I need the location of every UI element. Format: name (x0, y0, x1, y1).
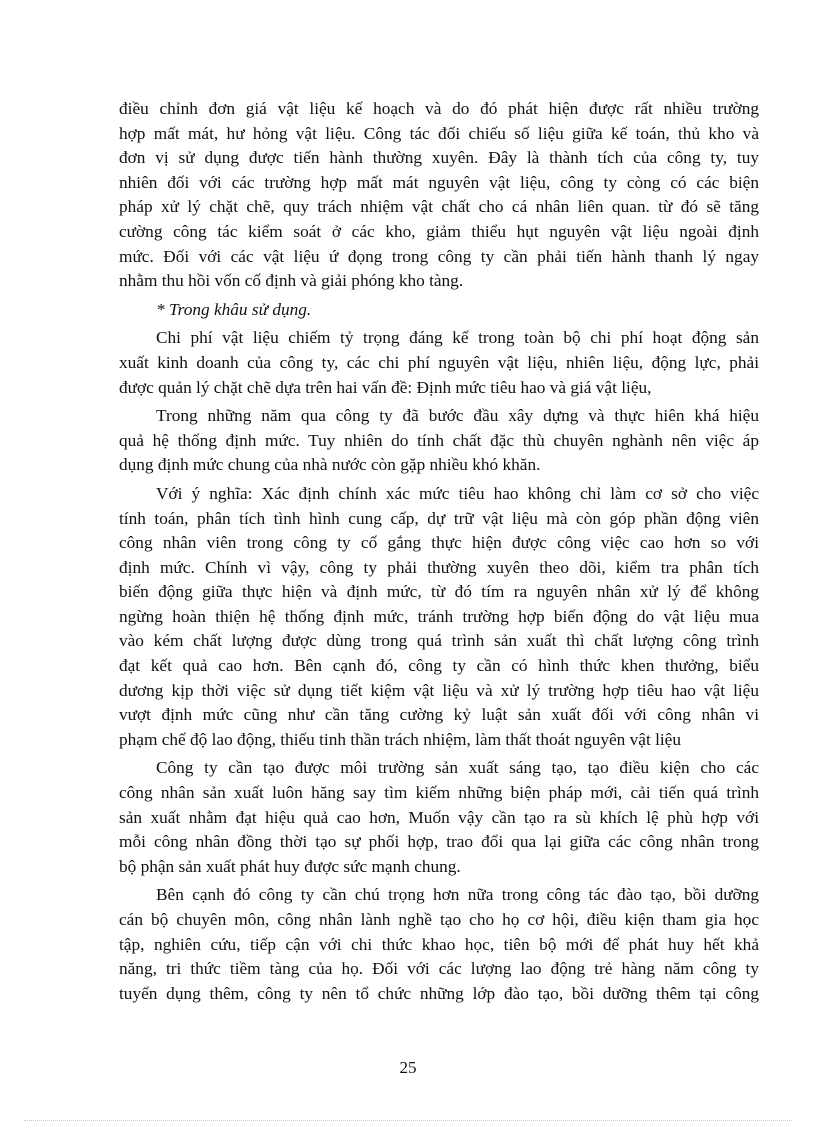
text-line: cán bộ chuyên môn, công nhân lành nghề tạo cho họ cơ hội, điều kiện tham gia học (119, 910, 759, 929)
text-line: dương kịp thời việc sử dụng tiết kiệm vật liệu và xử lý trường hợp tiêu hao vật liệu (119, 680, 759, 700)
page-number: 25 (399, 1058, 417, 1077)
text-line: Trong những năm qua công ty đã bước đầu xây dựng và thực hiên khá hiệu (156, 406, 759, 426)
text-line: Bên cạnh đó công ty cần chú trọng hơn nữa trong công tác đào tạo, bồi dưỡng (156, 885, 759, 905)
text-line: dụng định mức chung của nhà nước còn gặp nhiều khó khăn. (119, 455, 541, 475)
text-line: pháp xử lý chặt chẽ, quy trách nhiệm vật chất cho cá nhân liên quan. từ đó sẽ tăng (119, 197, 759, 217)
text-line: mức. Đối với các vật liệu ứ đọng trong công ty cần phải tiến hành thanh lý ngay (119, 246, 759, 266)
text-line: tuyển dụng thêm, công ty nên tổ chức những lớp đào tạo, bồi dưỡng thêm tại công (119, 983, 759, 1003)
text-line: nhiên đối với các trường hợp mất mát nguyên vật liệu, công ty còng có các biện (119, 172, 759, 192)
text-line: sản xuất nhằm đạt hiệu quả cao hơn, Muốn vậy cần tạo ra sù khích lệ phù hợp với (119, 807, 759, 827)
text-line: điều chỉnh đơn giá vật liệu kế hoạch và do đó phát hiện được rất nhiều trường (119, 99, 759, 118)
text-line: nhằm thu hồi vốn cố định và giải phóng kho tàng. (119, 271, 464, 291)
text-line: năng, tri thức tiềm tàng của họ. Đối với các lượng lao động trẻ hàng năm công ty (119, 959, 759, 979)
text-line: Với ý nghĩa: Xác định chính xác mức tiêu hao không chỉ làm cơ sở cho việc (156, 483, 759, 503)
text-line: được quản lý chặt chẽ dựa trên hai vấn đề: Định mức tiêu hao và giá vật liệu, (119, 377, 652, 397)
text-line: cường công tác kiểm soát ở các kho, giảm thiểu hụt nguyên vật liệu ngoài định (119, 221, 759, 241)
text-line: quả hệ thống định mức. Tuy nhiên do tính chất đặc thù chuyên nghành nên việc áp (119, 430, 759, 450)
text-line: vượt định mức cũng như cần tăng cường kỷ luật sản xuất đối với công nhân vi (119, 705, 759, 725)
text-line: công nhân sản xuất luôn hăng say tìm kiếm những biện pháp mới, cải tiến quá trình (119, 783, 759, 803)
text-line: tập, nghiên cứu, tiếp cận với chi thức khao học, tiên bộ mới để phát huy hết khả (119, 934, 759, 954)
paragraph-6 (119, 883, 759, 1006)
body-text (119, 97, 759, 1006)
text-line: phạm chế độ lao động, thiếu tinh thần trách nhiệm, làm thất thoát nguyên vật liệu (119, 729, 681, 749)
text-line: đơn vị sử dụng được tiến hành thường xuyên. Đây là thành tích của công ty, tuy (119, 148, 759, 168)
text-line: mỗi công nhân đồng thời tạo sự phối hợp, trao đổi qua lại giữa các công nhân trong (119, 832, 759, 852)
section-heading-usage (119, 298, 759, 323)
text-line: tính toán, phân tích tình hình cung cấp, dự trữ vật liệu mà còn góp phần động viên (119, 508, 759, 528)
text-line: định mức. Chính vì vậy, công ty phải thường xuyên theo dõi, kiểm tra phân tích (119, 557, 759, 577)
text-line: biến động giữa thực hiện và định mức, từ đó tím ra nguyên nhân xử lý để không (119, 582, 759, 602)
paragraph-2 (119, 326, 759, 400)
paragraph-4 (119, 482, 759, 753)
text-line: Chi phí vật liệu chiếm tỷ trọng đáng kể trong toàn bộ chi phí hoạt động sản (156, 328, 759, 348)
text-line: công nhân viên trong công ty cố gắng thực hiện được công việc cao hơn so với (119, 533, 759, 553)
text-line: Công ty cần tạo được môi trường sản xuất sáng tạo, tạo điều kiện cho các (156, 758, 759, 778)
paragraph-1 (119, 97, 759, 294)
text-line: đạt kết quả cao hơn. Bên cạnh đó, công ty cần có hình thức khen thưởng, biểu (119, 656, 759, 676)
paragraph-5 (119, 756, 759, 879)
text-line: ngừng hoàn thiện hệ thống định mức, tránh trường hợp biến động do vật liệu mua (119, 606, 759, 626)
section-heading-text: * Trong khâu sử dụng. (156, 299, 312, 319)
text-line: xuất kinh doanh của công ty, các chi phí nguyên vật liệu, nhiên liệu, động lực, phải (119, 352, 759, 372)
footer-divider (24, 1120, 792, 1121)
text-line: hợp mất mát, hư hỏng vật liệu. Công tác đối chiếu số liệu giữa kế toán, thủ kho và (119, 123, 759, 143)
text-line: vào kém chất lượng được dùng trong quá trình sản xuất thì chất lượng công trình (119, 631, 759, 651)
text-line: bộ phận sản xuất phát huy được sức mạnh chung. (119, 856, 461, 876)
paragraph-3 (119, 404, 759, 478)
